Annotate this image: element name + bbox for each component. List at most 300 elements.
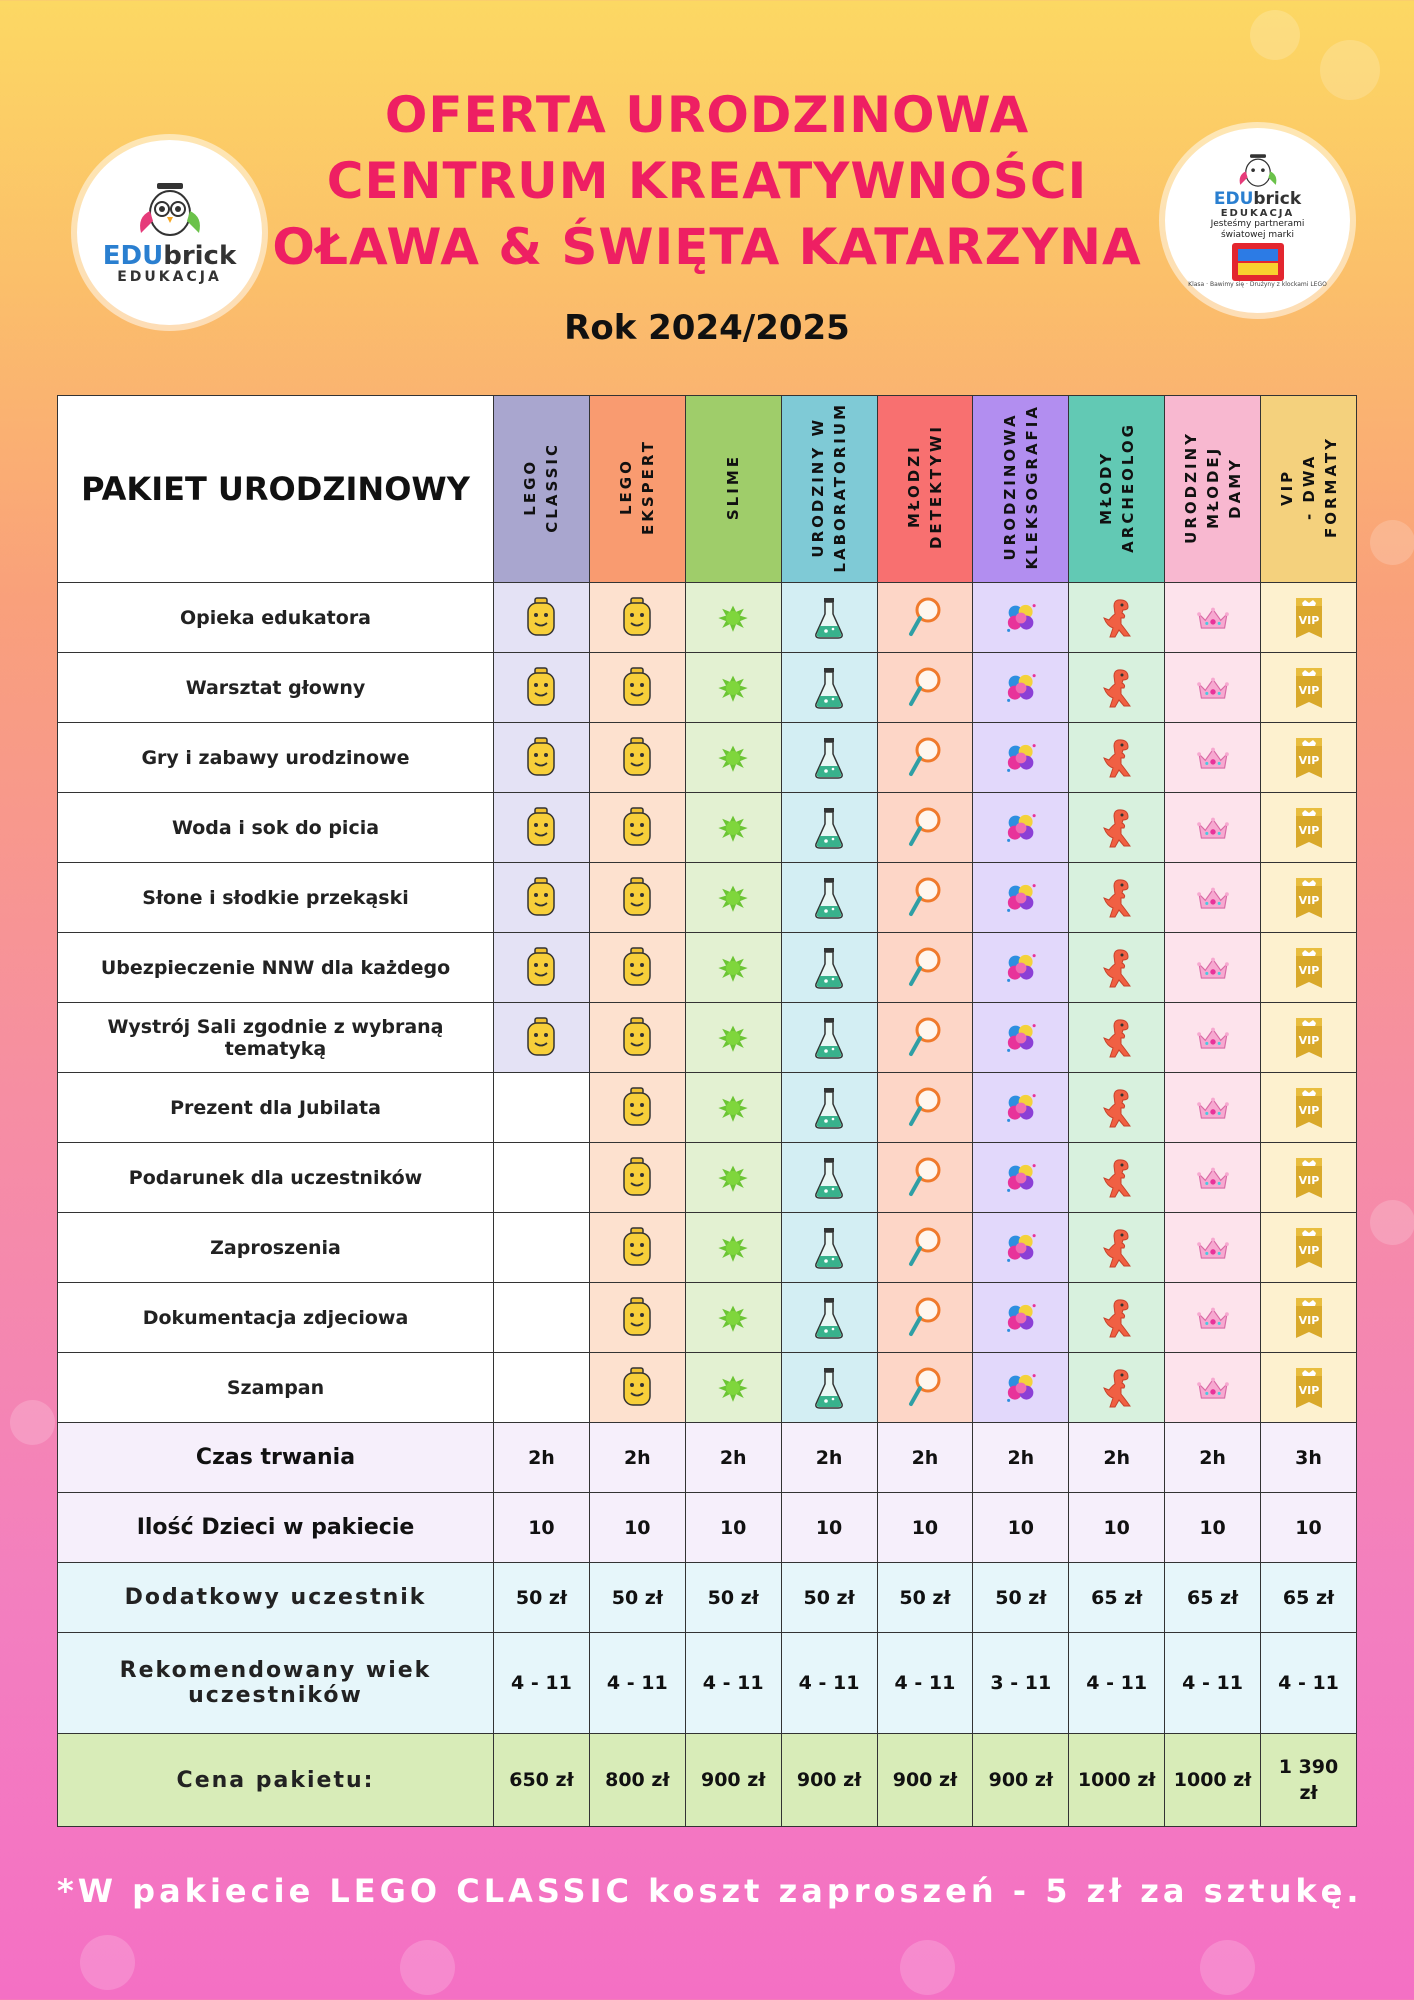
lego-head-icon <box>494 946 589 990</box>
feature-cell <box>1261 723 1357 793</box>
lego-head-icon <box>590 1226 685 1270</box>
summary-label: Czas trwania <box>58 1423 494 1493</box>
feature-cell <box>685 1213 781 1283</box>
flask-icon <box>782 1226 877 1270</box>
summary-value: 2h <box>1069 1423 1165 1493</box>
logo-subtitle: EDUKACJA <box>117 268 222 285</box>
feature-cell <box>1069 933 1165 1003</box>
svg-text:VIP: VIP <box>1298 1243 1319 1257</box>
summary-value: 650 zł <box>494 1734 590 1827</box>
feature-cell <box>1069 723 1165 793</box>
package-column-header <box>494 396 590 583</box>
lego-head-icon <box>590 1296 685 1340</box>
feature-cell <box>494 793 590 863</box>
logo-brand-brick: brick <box>1253 188 1302 209</box>
vip-badge-icon <box>1261 1296 1356 1340</box>
feature-cell <box>1165 1003 1261 1073</box>
feature-cell <box>1165 1353 1261 1423</box>
logo-brand-brick: brick <box>163 240 237 271</box>
vip-badge-icon <box>1261 1366 1356 1410</box>
magnifier-icon <box>878 596 973 640</box>
dinosaur-icon <box>1069 1016 1164 1060</box>
feature-cell <box>494 1213 590 1283</box>
feature-cell <box>877 933 973 1003</box>
lego-head-icon <box>590 876 685 920</box>
feature-label: Wystrój Sali zgodnie z wybraną tematyką <box>58 1003 494 1073</box>
feature-cell <box>973 723 1069 793</box>
feature-cell <box>685 863 781 933</box>
svg-text:VIP: VIP <box>1298 1313 1319 1327</box>
feature-cell <box>589 1353 685 1423</box>
feature-cell <box>589 583 685 653</box>
birthday-offer-table <box>57 395 1357 1827</box>
feature-cell <box>685 1143 781 1213</box>
feature-cell <box>1069 653 1165 723</box>
table-row <box>58 793 1357 863</box>
package-column-header <box>1261 396 1357 583</box>
svg-text:VIP: VIP <box>1298 1033 1319 1047</box>
svg-text:VIP: VIP <box>1298 963 1319 977</box>
crown-icon <box>1165 736 1260 780</box>
feature-cell <box>1069 1353 1165 1423</box>
summary-body <box>58 1423 1357 1827</box>
slime-splat-icon <box>686 1156 781 1200</box>
feature-cell <box>1165 1143 1261 1213</box>
feature-cell <box>877 1073 973 1143</box>
feature-cell <box>973 1283 1069 1353</box>
table-row <box>58 653 1357 723</box>
summary-value: 4 - 11 <box>1261 1633 1357 1734</box>
lego-head-icon <box>590 1086 685 1130</box>
package-name: MŁODY ARCHEOLOG <box>1096 421 1137 553</box>
flask-icon <box>782 1086 877 1130</box>
table-header-row <box>58 396 1357 583</box>
summary-row <box>58 1734 1357 1827</box>
feature-cell <box>589 863 685 933</box>
lego-head-icon <box>590 1016 685 1060</box>
feature-cell <box>685 723 781 793</box>
slime-splat-icon <box>686 876 781 920</box>
feature-cell <box>494 1073 590 1143</box>
flask-icon <box>782 946 877 990</box>
slime-splat-icon <box>686 1366 781 1410</box>
logo-brand-edu: EDU <box>102 240 164 271</box>
slime-splat-icon <box>686 946 781 990</box>
feature-cell <box>1165 653 1261 723</box>
magnifier-icon <box>878 946 973 990</box>
summary-value: 2h <box>589 1423 685 1493</box>
slime-splat-icon <box>686 1226 781 1270</box>
feature-cell <box>685 583 781 653</box>
package-header: PAKIET URODZINOWY <box>58 396 494 583</box>
feature-cell <box>877 863 973 933</box>
summary-value: 4 - 11 <box>1165 1633 1261 1734</box>
feature-cell <box>877 723 973 793</box>
feature-label: Warsztat głowny <box>58 653 494 723</box>
feature-cell <box>1069 1283 1165 1353</box>
paint-splash-icon <box>973 736 1068 780</box>
summary-value: 10 <box>973 1493 1069 1563</box>
magnifier-icon <box>878 876 973 920</box>
paint-splash-icon <box>973 946 1068 990</box>
summary-value: 10 <box>1165 1493 1261 1563</box>
summary-value: 10 <box>1069 1493 1165 1563</box>
feature-label: Zaproszenia <box>58 1213 494 1283</box>
dinosaur-icon <box>1069 1086 1164 1130</box>
flask-icon <box>782 596 877 640</box>
feature-cell <box>494 1003 590 1073</box>
vip-badge-icon <box>1261 1016 1356 1060</box>
feature-cell <box>1261 1143 1357 1213</box>
package-name: SLIME <box>724 453 743 521</box>
svg-text:VIP: VIP <box>1298 613 1319 627</box>
feature-cell <box>781 653 877 723</box>
table-row <box>58 1073 1357 1143</box>
svg-text:VIP: VIP <box>1298 1173 1319 1187</box>
feature-cell <box>1261 863 1357 933</box>
feature-label: Ubezpieczenie NNW dla każdego <box>58 933 494 1003</box>
paint-splash-icon <box>973 876 1068 920</box>
summary-value: 2h <box>877 1423 973 1493</box>
feature-cell <box>494 583 590 653</box>
dinosaur-icon <box>1069 876 1164 920</box>
flask-icon <box>782 736 877 780</box>
summary-value: 50 zł <box>685 1563 781 1633</box>
dinosaur-icon <box>1069 666 1164 710</box>
flask-icon <box>782 806 877 850</box>
vip-badge-icon <box>1261 876 1356 920</box>
crown-icon <box>1165 946 1260 990</box>
package-column-header <box>1069 396 1165 583</box>
lego-head-icon <box>494 876 589 920</box>
feature-cell <box>781 1283 877 1353</box>
summary-value: 4 - 11 <box>877 1633 973 1734</box>
feature-cell <box>973 793 1069 863</box>
feature-cell <box>877 653 973 723</box>
summary-row <box>58 1423 1357 1493</box>
summary-value: 900 zł <box>877 1734 973 1827</box>
feature-cell <box>494 933 590 1003</box>
vip-badge-icon <box>1261 1226 1356 1270</box>
feature-cell <box>589 1213 685 1283</box>
svg-text:VIP: VIP <box>1298 1103 1319 1117</box>
summary-value: 4 - 11 <box>589 1633 685 1734</box>
feature-cell <box>781 1353 877 1423</box>
feature-cell <box>494 1143 590 1213</box>
feature-cell <box>781 863 877 933</box>
logo-subtitle: EDUKACJA <box>1220 207 1295 219</box>
dinosaur-icon <box>1069 1366 1164 1410</box>
summary-value: 10 <box>877 1493 973 1563</box>
summary-value: 3h <box>1261 1423 1357 1493</box>
svg-text:VIP: VIP <box>1298 823 1319 837</box>
feature-cell <box>1261 583 1357 653</box>
feature-cell <box>494 1353 590 1423</box>
flask-icon <box>782 1296 877 1340</box>
svg-text:VIP: VIP <box>1298 1383 1319 1397</box>
feature-cell <box>589 793 685 863</box>
feature-cell <box>589 1143 685 1213</box>
feature-cell <box>973 1003 1069 1073</box>
feature-cell <box>589 653 685 723</box>
summary-value: 3 - 11 <box>973 1633 1069 1734</box>
lego-head-icon <box>590 736 685 780</box>
feature-cell <box>685 793 781 863</box>
package-column-header <box>877 396 973 583</box>
package-name: VIP - DWA FORMATY <box>1277 435 1340 538</box>
summary-value: 10 <box>589 1493 685 1563</box>
feature-label: Podarunek dla uczestników <box>58 1143 494 1213</box>
feature-cell <box>1165 1283 1261 1353</box>
paint-splash-icon <box>973 1156 1068 1200</box>
feature-cell <box>1261 1283 1357 1353</box>
slime-splat-icon <box>686 1296 781 1340</box>
lego-head-icon <box>494 596 589 640</box>
flask-icon <box>782 876 877 920</box>
feature-cell <box>1165 723 1261 793</box>
feature-cell <box>781 793 877 863</box>
logo-brand-edu: EDU <box>1213 188 1254 209</box>
package-column-header <box>781 396 877 583</box>
feature-label: Szampan <box>58 1353 494 1423</box>
summary-value: 900 zł <box>973 1734 1069 1827</box>
feature-cell <box>494 653 590 723</box>
feature-label: Słone i słodkie przekąski <box>58 863 494 933</box>
summary-value: 4 - 11 <box>1069 1633 1165 1734</box>
table-row <box>58 1143 1357 1213</box>
package-column-header <box>685 396 781 583</box>
summary-value: 10 <box>1261 1493 1357 1563</box>
crown-icon <box>1165 1156 1260 1200</box>
crown-icon <box>1165 1016 1260 1060</box>
paint-splash-icon <box>973 1366 1068 1410</box>
summary-value: 4 - 11 <box>781 1633 877 1734</box>
feature-cell <box>1165 793 1261 863</box>
feature-cell <box>1261 653 1357 723</box>
feature-cell <box>685 653 781 723</box>
summary-value: 10 <box>494 1493 590 1563</box>
vip-badge-icon <box>1261 946 1356 990</box>
vip-badge-icon <box>1261 736 1356 780</box>
paint-splash-icon <box>973 1016 1068 1060</box>
feature-cell <box>1165 1213 1261 1283</box>
paint-splash-icon <box>973 1296 1068 1340</box>
summary-value: 900 zł <box>685 1734 781 1827</box>
summary-label: Cena pakietu: <box>58 1734 494 1827</box>
feature-cell <box>1069 863 1165 933</box>
table-row <box>58 583 1357 653</box>
feature-cell <box>1261 1073 1357 1143</box>
feature-cell <box>877 1003 973 1073</box>
vip-badge-icon <box>1261 596 1356 640</box>
crown-icon <box>1165 1086 1260 1130</box>
magnifier-icon <box>878 806 973 850</box>
summary-value: 65 zł <box>1261 1563 1357 1633</box>
features-body <box>58 583 1357 1423</box>
table-row <box>58 1283 1357 1353</box>
svg-text:VIP: VIP <box>1298 683 1319 697</box>
feature-cell <box>589 1283 685 1353</box>
feature-cell <box>1069 793 1165 863</box>
magnifier-icon <box>878 1296 973 1340</box>
feature-cell <box>781 1143 877 1213</box>
feature-cell <box>781 1073 877 1143</box>
vip-badge-icon <box>1261 666 1356 710</box>
partner-text: Jesteśmy partnerami światowej marki <box>1210 218 1305 240</box>
table-row <box>58 1213 1357 1283</box>
feature-cell <box>781 1003 877 1073</box>
feature-cell <box>1261 1003 1357 1073</box>
feature-cell <box>973 653 1069 723</box>
feature-label: Woda i sok do picia <box>58 793 494 863</box>
summary-value: 1000 zł <box>1069 1734 1165 1827</box>
crown-icon <box>1165 876 1260 920</box>
feature-cell <box>973 863 1069 933</box>
crown-icon <box>1165 666 1260 710</box>
summary-value: 1 390 zł <box>1261 1734 1357 1827</box>
feature-cell <box>1165 1073 1261 1143</box>
feature-cell <box>973 1073 1069 1143</box>
footnote: *W pakiecie LEGO CLASSIC koszt zaproszeń - 5 zł za sztukę. <box>57 1872 1363 1910</box>
feature-cell <box>1261 1213 1357 1283</box>
paint-splash-icon <box>973 1226 1068 1270</box>
feature-cell <box>973 1353 1069 1423</box>
vip-badge-icon <box>1261 806 1356 850</box>
feature-cell <box>589 933 685 1003</box>
feature-cell <box>877 583 973 653</box>
feature-cell <box>1069 1073 1165 1143</box>
crown-icon <box>1165 1366 1260 1410</box>
feature-cell <box>877 793 973 863</box>
slime-splat-icon <box>686 596 781 640</box>
feature-cell <box>877 1283 973 1353</box>
table-row <box>58 1003 1357 1073</box>
partner-tagline: Klasa · Bawimy się · Drużyny z klockami LEGO <box>1188 281 1327 289</box>
svg-text:VIP: VIP <box>1298 893 1319 907</box>
feature-cell <box>494 1283 590 1353</box>
feature-cell <box>685 1283 781 1353</box>
magnifier-icon <box>878 1226 973 1270</box>
feature-cell <box>685 1353 781 1423</box>
summary-row <box>58 1563 1357 1633</box>
feature-cell <box>877 1353 973 1423</box>
summary-value: 800 zł <box>589 1734 685 1827</box>
vip-badge-icon <box>1261 1086 1356 1130</box>
title-line-2: CENTRUM KREATYWNOŚCI <box>326 152 1088 210</box>
dinosaur-icon <box>1069 806 1164 850</box>
lego-head-icon <box>494 1016 589 1060</box>
magnifier-icon <box>878 1366 973 1410</box>
package-name: URODZINY W LABORATORIUM <box>809 401 850 573</box>
paint-splash-icon <box>973 806 1068 850</box>
feature-cell <box>1165 583 1261 653</box>
dinosaur-icon <box>1069 946 1164 990</box>
lego-head-icon <box>590 596 685 640</box>
paint-splash-icon <box>973 1086 1068 1130</box>
feature-cell <box>589 1073 685 1143</box>
feature-cell <box>1261 933 1357 1003</box>
summary-value: 4 - 11 <box>494 1633 590 1734</box>
feature-cell <box>1069 1003 1165 1073</box>
summary-value: 65 zł <box>1069 1563 1165 1633</box>
table-row <box>58 863 1357 933</box>
title-line-1: OFERTA URODZINOWA <box>384 86 1030 144</box>
slime-splat-icon <box>686 806 781 850</box>
lego-head-icon <box>494 666 589 710</box>
feature-label: Dokumentacja zdjeciowa <box>58 1283 494 1353</box>
slime-splat-icon <box>686 1086 781 1130</box>
package-column-header <box>589 396 685 583</box>
feature-label: Prezent dla Jubilata <box>58 1073 494 1143</box>
summary-value: 2h <box>781 1423 877 1493</box>
summary-value: 2h <box>685 1423 781 1493</box>
feature-label: Gry i zabawy urodzinowe <box>58 723 494 793</box>
package-column-header <box>973 396 1069 583</box>
feature-cell <box>973 1143 1069 1213</box>
feature-cell <box>1069 1213 1165 1283</box>
crown-icon <box>1165 596 1260 640</box>
feature-cell <box>1165 863 1261 933</box>
feature-cell <box>685 933 781 1003</box>
package-name: MŁODZI DETEKTYWI <box>904 424 945 550</box>
summary-value: 50 zł <box>589 1563 685 1633</box>
summary-label: Dodatkowy uczestnik <box>58 1563 494 1633</box>
lego-head-icon <box>494 736 589 780</box>
lego-head-icon <box>590 946 685 990</box>
feature-cell <box>781 933 877 1003</box>
table-row <box>58 1353 1357 1423</box>
dinosaur-icon <box>1069 1226 1164 1270</box>
paint-splash-icon <box>973 596 1068 640</box>
summary-value: 2h <box>973 1423 1069 1493</box>
table-row <box>58 723 1357 793</box>
feature-cell <box>781 583 877 653</box>
page-title <box>0 82 1414 280</box>
summary-value: 900 zł <box>781 1734 877 1827</box>
slime-splat-icon <box>686 736 781 780</box>
flask-icon <box>782 1366 877 1410</box>
dinosaur-icon <box>1069 596 1164 640</box>
feature-cell <box>973 1213 1069 1283</box>
lego-head-icon <box>590 806 685 850</box>
feature-cell <box>494 723 590 793</box>
feature-cell <box>589 1003 685 1073</box>
package-column-header <box>1165 396 1261 583</box>
crown-icon <box>1165 1226 1260 1270</box>
feature-cell <box>1069 1143 1165 1213</box>
summary-value: 10 <box>781 1493 877 1563</box>
slime-splat-icon <box>686 666 781 710</box>
vip-badge-icon <box>1261 1156 1356 1200</box>
summary-value: 65 zł <box>1165 1563 1261 1633</box>
feature-cell <box>589 723 685 793</box>
summary-value: 10 <box>685 1493 781 1563</box>
summary-value: 50 zł <box>877 1563 973 1633</box>
package-name: LEGO CLASSIC <box>521 441 562 533</box>
feature-cell <box>685 1003 781 1073</box>
summary-value: 50 zł <box>494 1563 590 1633</box>
feature-cell <box>973 933 1069 1003</box>
summary-value: 50 zł <box>973 1563 1069 1633</box>
feature-cell <box>1069 583 1165 653</box>
title-line-3: OŁAWA & ŚWIĘTA KATARZYNA <box>272 218 1142 276</box>
feature-label: Opieka edukatora <box>58 583 494 653</box>
slime-splat-icon <box>686 1016 781 1060</box>
feature-cell <box>1261 1353 1357 1423</box>
summary-value: 1000 zł <box>1165 1734 1261 1827</box>
feature-cell <box>781 723 877 793</box>
feature-cell <box>494 863 590 933</box>
